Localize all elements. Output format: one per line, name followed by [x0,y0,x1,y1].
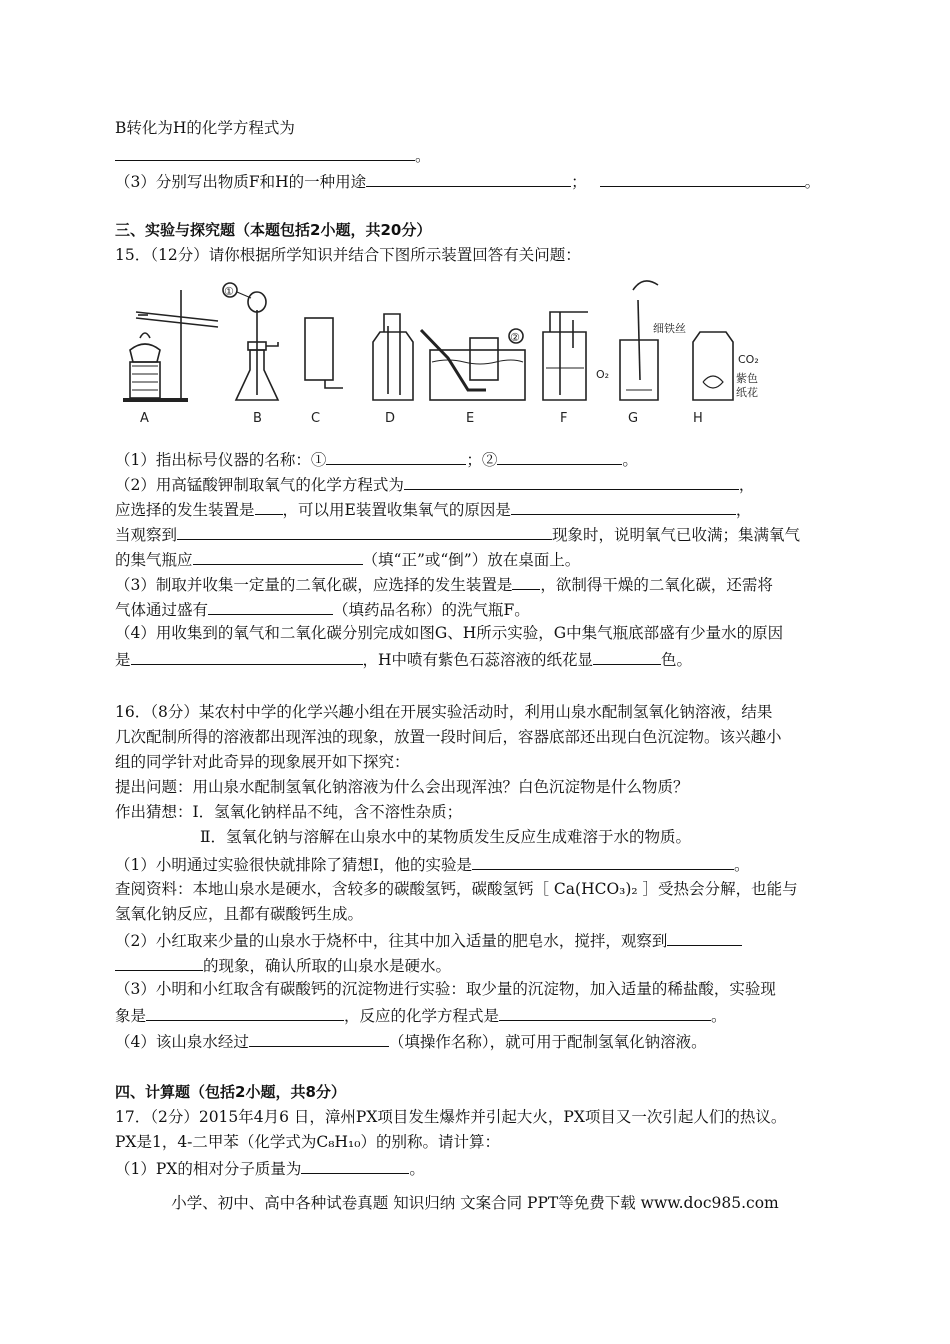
blank[interactable] [593,647,661,665]
blank[interactable] [472,852,734,870]
question-15-2-line4: 的集气瓶应 （填“正”或“倒”）放在桌面上。 [115,547,580,571]
question-15-2-line2: 应选择的发生装置是 ，可以用E装置收集氧气的原因是 ， [115,497,751,521]
section-4-heading: 四、计算题（包括2小题，共8分） [115,1083,346,1101]
question-15-intro: 15．（12分）请你根据所学知识并结合下图所示装置回答有关问题： [115,246,581,264]
apparatus-figure [118,270,768,430]
figure-o2-label: O₂ [596,368,610,381]
question-16-hypothesis-2: Ⅱ．氢氧化钠与溶解在山泉水中的某物质发生反应生成难溶于水的物质。 [200,828,692,846]
question-17-line1: 17．（2分）2015年4月6 日，漳州PX项目发生爆炸并引起大火，PX项目又一次引起人们的热议。 [115,1108,787,1126]
question-15-2-line3: 当观察到 现象时，说明氧气已收满；集满氧气 [115,522,800,546]
question-15-4-line1: （4）用收集到的氧气和二氧化碳分别完成如图G、H所示实验，G中集气瓶底部盛有少量水的原因 [115,624,784,642]
blank[interactable] [497,447,622,465]
blank[interactable] [301,1156,409,1174]
question-16-3-line2: 象是 ，反应的化学方程式是 。 [115,1003,727,1027]
blank[interactable] [667,928,742,946]
blank[interactable] [511,497,736,515]
blank[interactable] [512,572,540,590]
blank[interactable] [193,547,363,565]
figure-label-h: H [693,411,703,426]
blank[interactable] [600,169,805,187]
blank[interactable] [131,647,363,665]
question-16-hypothesis-1: 作出猜想：Ⅰ．氢氧化钠样品不纯，含不溶性杂质； [115,803,463,821]
blank[interactable] [177,522,552,540]
blank[interactable] [115,143,415,161]
figure-label-g: G [628,411,639,426]
figure-label-f: F [560,411,568,426]
question-15-2-line1: （2）用高锰酸钾制取氧气的化学方程式为 ， [115,472,754,496]
question-16-info-line2: 氢氧化钠反应，且都有碳酸钙生成。 [115,905,364,923]
figure-label-a: A [140,411,149,426]
blank[interactable] [404,472,739,490]
question-14-3: （3）分别写出物质F和H的一种用途 ； 。 [115,169,820,193]
question-16-2-line1: （2）小红取来少量的山泉水于烧杯中，往其中加入适量的肥皂水，搅拌，观察到 [115,928,742,952]
figure-label-b: B [253,411,262,426]
figure-label-c: C [311,411,321,426]
blank[interactable] [366,169,571,187]
figure-flower-label-2: 纸花 [736,386,758,399]
section-3-heading: 三、实验与探究题（本题包括2小题，共20分） [115,221,432,239]
blank[interactable] [249,1029,389,1047]
question-16-line3: 组的同学针对此奇异的现象展开如下探究： [115,753,410,771]
question-15-1: （1）指出标号仪器的名称：① ；② 。 [115,447,638,471]
question-17-line2: PX是1，4-二甲苯（化学式为C₈H₁₀）的别称。请计算： [115,1133,500,1151]
question-17-1: （1）PX的相对分子质量为 。 [115,1156,425,1180]
text-b-to-h: B转化为H的化学方程式为 [115,119,295,137]
figure-flower-label-1: 紫色 [736,372,758,385]
question-16-3-line1: （3）小明和小红取含有碳酸钙的沉淀物进行实验：取少量的沉淀物，加入适量的稀盐酸，实验现 [115,980,776,998]
blank[interactable] [499,1003,711,1021]
question-16-1: （1）小明通过实验很快就排除了猜想Ⅰ，他的实验是 。 [115,852,750,876]
blank[interactable] [255,497,283,515]
question-16-4: （4）该山泉水经过 （填操作名称），就可用于配制氢氧化钠溶液。 [115,1029,707,1053]
question-15-4-line2: 是 ，H中喷有紫色石蕊溶液的纸花显 色。 [115,647,692,671]
question-15-3-line1: （3）制取并收集一定量的二氧化碳，应选择的发生装置是 ，欲制得干燥的二氧化碳，还需将 [115,572,773,596]
figure-mark-2: ② [510,331,520,344]
blank[interactable] [146,1003,344,1021]
question-16-line1: 16．（8分）某农村中学的化学兴趣小组在开展实验活动时，利用山泉水配制氢氧化钠溶液，结果 [115,703,773,721]
question-15-3-line2: 气体通过盛有 （填药品名称）的洗气瓶F。 [115,597,530,621]
blank[interactable] [208,597,333,615]
answer-line-b-to-h: 。 [115,143,431,167]
question-16-info-line1: 查阅资料：本地山泉水是硬水，含较多的碳酸氢钙，碳酸氢钙［ Ca(HCO₃)₂ ］受热会分解，也能与 [115,880,798,898]
question-16-problem: 提出问题：用山泉水配制氢氧化钠溶液为什么会出现浑浊？白色沉淀物是什么物质？ [115,778,689,796]
figure-label-d: D [385,411,396,426]
blank[interactable] [326,447,466,465]
figure-co2-label: CO₂ [738,353,759,366]
question-16-2-line2: 的现象，确认所取的山泉水是硬水。 [115,953,451,977]
figure-wire-label: 细铁丝 [653,322,686,335]
figure-mark-1: ① [224,285,234,298]
blank[interactable] [115,953,203,971]
figure-label-e: E [466,411,475,426]
page-footer: 小学、初中、高中各种试卷真题 知识归纳 文案合同 PPT等免费下载 www.doc985.com [171,1194,779,1212]
question-16-line2: 几次配制所得的溶液都出现浑浊的现象，放置一段时间后，容器底部还出现白色沉淀物。该兴趣小 [115,728,782,746]
